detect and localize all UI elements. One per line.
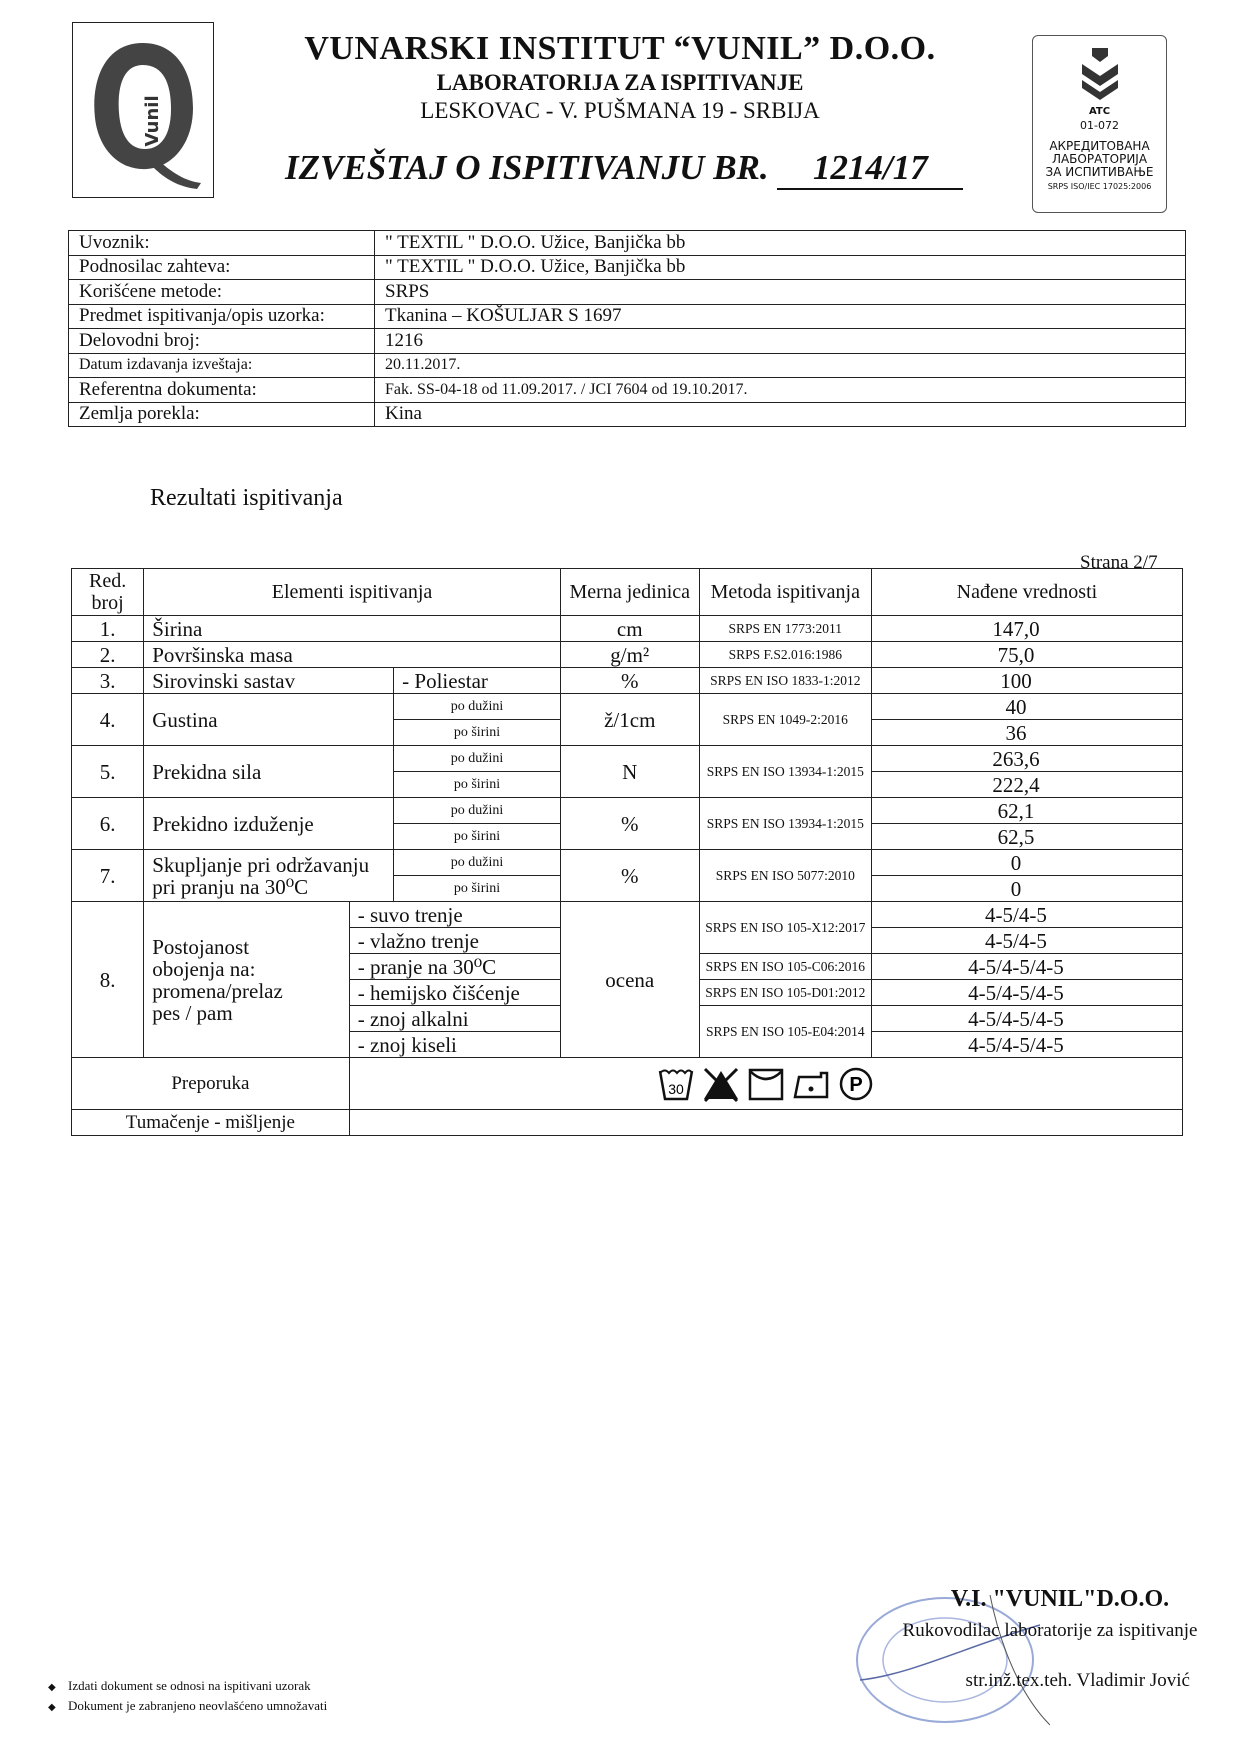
table-row [72, 642, 1183, 668]
info-value: Tkanina – KOŠULJAR S 1697 [375, 304, 1186, 329]
method: SRPS EN ISO 13934-1:2015 [699, 746, 871, 798]
report-title [285, 148, 963, 190]
accreditation-number: 01-072 [1080, 119, 1119, 132]
col-vrednosti: Nađene vrednosti [871, 569, 1182, 616]
accreditation-line1: АКРЕДИТОВАНА [1049, 139, 1150, 153]
info-label: Datum izdavanja izveštaja: [69, 353, 375, 378]
value: 4-5/4-5/4-5 [871, 1006, 1182, 1032]
value: 75,0 [871, 642, 1182, 668]
value: 4-5/4-5/4-5 [871, 980, 1182, 1006]
table-row [72, 668, 1183, 694]
info-value: Fak. SS-04-18 od 11.09.2017. / JCI 7604 od 19.10.2017. [375, 378, 1186, 403]
direction-label: po širini [394, 824, 561, 850]
lab-name: LABORATORIJA ZA ISPITIVANJE [436, 70, 804, 95]
method: SRPS EN ISO 13934-1:2015 [699, 798, 871, 850]
value: 147,0 [871, 616, 1182, 642]
unit: N [560, 746, 699, 798]
test-name [144, 902, 350, 1058]
direction-label: po dužini [394, 694, 561, 720]
institute-logo [72, 22, 214, 198]
accreditation-code: ATC [1088, 106, 1111, 117]
accreditation-line2: ЛАБОРАТОРИЈА [1051, 152, 1148, 166]
method: SRPS EN ISO 105-X12:2017 [699, 902, 871, 954]
sub-element: - znoj alkalni [349, 1006, 560, 1032]
info-label: Korišćene metode: [69, 280, 375, 305]
info-row [69, 378, 1186, 403]
info-value: SRPS [375, 280, 1186, 305]
col-metoda: Metoda ispitivanja [699, 569, 871, 616]
signature-name: str.inž.tex.teh. Vladimir Jović [965, 1670, 1190, 1691]
report-number: 1214/17 [777, 148, 963, 190]
info-row [69, 255, 1186, 280]
info-label: Uvoznik: [69, 231, 375, 256]
info-value: 20.11.2017. [375, 353, 1186, 378]
method: SRPS EN ISO 105-D01:2012 [699, 980, 871, 1006]
svg-text:30: 30 [668, 1080, 684, 1097]
direction-label: po širini [394, 876, 561, 902]
direction-label: po dužini [394, 746, 561, 772]
accreditation-standard: SRPS ISO/IEC 17025:2006 [1047, 182, 1152, 191]
dry-clean-p-icon [837, 1065, 875, 1103]
info-row [69, 353, 1186, 378]
unit: ocena [560, 902, 699, 1058]
q-logo-icon [73, 23, 213, 197]
org-name: VUNARSKI INSTITUT “VUNIL” D.O.O. [304, 30, 936, 67]
recommendation-label: Preporuka [72, 1058, 350, 1110]
col-red-broj: Red. broj [72, 569, 144, 616]
footer-line2: Dokument je zabranjeno neovlašćeno umnožavati [68, 1698, 328, 1713]
sub-element: - Poliestar [394, 668, 561, 694]
table-row [72, 902, 1183, 928]
direction-label: po dužini [394, 850, 561, 876]
info-row [69, 329, 1186, 354]
unit: % [560, 668, 699, 694]
method: SRPS EN 1049-2:2016 [699, 694, 871, 746]
value: 4-5/4-5 [871, 902, 1182, 928]
signature-role: Rukovodilac laboratorije za ispitivanje [902, 1620, 1198, 1641]
value: 263,6 [871, 746, 1182, 772]
sub-element: - suvo trenje [349, 902, 560, 928]
test-name-line3: promena/prelaz [152, 978, 283, 1003]
tumble-dry-icon [747, 1065, 785, 1103]
method: SRPS EN ISO 105-C06:2016 [699, 954, 871, 980]
info-row [69, 304, 1186, 329]
method: SRPS EN ISO 105-E04:2014 [699, 1006, 871, 1058]
address: LESKOVAC - V. PUŠMANA 19 - SRBIJA [420, 98, 820, 123]
col-jedinica: Merna jedinica [560, 569, 699, 616]
info-row [69, 280, 1186, 305]
sub-element: - hemijsko čišćenje [349, 980, 560, 1006]
wash-30-icon [657, 1065, 695, 1103]
unit: % [560, 798, 699, 850]
table-row [72, 798, 1183, 824]
direction-label: po dužini [394, 798, 561, 824]
test-name: Prekidno izduženje [144, 798, 394, 850]
sub-element: - pranje na 30⁰C [349, 954, 560, 980]
value: 4-5/4-5 [871, 928, 1182, 954]
row-number: 5. [72, 746, 144, 798]
method: SRPS EN 1773:2011 [699, 616, 871, 642]
results-table [71, 568, 1183, 1136]
value: 4-5/4-5/4-5 [871, 954, 1182, 980]
interpretation-label: Tumačenje - mišljenje [72, 1110, 350, 1136]
interpretation-row [72, 1110, 1183, 1136]
signature-company: V.I. "VUNIL"D.O.O. [950, 1586, 1170, 1612]
value: 40 [871, 694, 1182, 720]
sub-element: - vlažno trenje [349, 928, 560, 954]
care-symbols [349, 1058, 1182, 1110]
row-number: 7. [72, 850, 144, 902]
value: 4-5/4-5/4-5 [871, 1032, 1182, 1058]
report-prefix: IZVEŠTAJ O ISPITIVANJU BR. [285, 148, 769, 187]
test-name: Površinska masa [144, 642, 561, 668]
accreditation-line3: ЗА ИСПИТИВАЊЕ [1045, 165, 1154, 179]
test-name: Gustina [144, 694, 394, 746]
footer-note: ◆ Dokument je zabranjeno neovlašćeno umnožavati [48, 1698, 328, 1713]
row-number: 4. [72, 694, 144, 746]
row-number: 3. [72, 668, 144, 694]
table-row [72, 850, 1183, 876]
col-elementi: Elementi ispitivanja [144, 569, 561, 616]
results-title: Rezultati ispitivanja [150, 485, 343, 511]
info-row [69, 231, 1186, 256]
row-number: 6. [72, 798, 144, 850]
method: SRPS EN ISO 5077:2010 [699, 850, 871, 902]
info-label: Zemlja porekla: [69, 402, 375, 427]
row-number: 8. [72, 902, 144, 1058]
info-label: Predmet ispitivanja/opis uzorka: [69, 304, 375, 329]
accreditation-badge [1032, 35, 1167, 213]
svg-text:Vunil: Vunil [142, 95, 163, 147]
value: 0 [871, 876, 1182, 902]
value: 62,1 [871, 798, 1182, 824]
value: 0 [871, 850, 1182, 876]
unit: ž/1cm [560, 694, 699, 746]
test-name: Sirovinski sastav [144, 668, 394, 694]
method: SRPS F.S2.016:1986 [699, 642, 871, 668]
test-name-line4: pes / pam [152, 1000, 233, 1025]
iron-low-icon [791, 1065, 831, 1103]
footer-line1: Izdati dokument se odnosi na ispitivani uzorak [68, 1678, 311, 1693]
value: 100 [871, 668, 1182, 694]
direction-label: po širini [394, 720, 561, 746]
sample-info-table [68, 230, 1186, 427]
table-header [72, 569, 1183, 616]
info-value: 1216 [375, 329, 1186, 354]
page-number: Strana 2/7 [1080, 552, 1158, 573]
info-label: Referentna dokumenta: [69, 378, 375, 403]
info-value: " TEXTIL " D.O.O. Užice, Banjička bb [375, 231, 1186, 256]
sub-element: - znoj kiseli [349, 1032, 560, 1058]
info-row [69, 402, 1186, 427]
info-label: Delovodni broj: [69, 329, 375, 354]
test-name-line1: Postojanost [152, 934, 250, 959]
table-row [72, 694, 1183, 720]
test-name: Širina [144, 616, 561, 642]
info-value: " TEXTIL " D.O.O. Užice, Banjička bb [375, 255, 1186, 280]
atc-logo-icon [1078, 46, 1122, 102]
info-label: Podnosilac zahteva: [69, 255, 375, 280]
recommendation-row [72, 1058, 1183, 1110]
method: SRPS EN ISO 1833-1:2012 [699, 668, 871, 694]
test-name: Prekidna sila [144, 746, 394, 798]
info-value: Kina [375, 402, 1186, 427]
test-name-line2: obojenja na: [152, 956, 256, 981]
row-number: 1. [72, 616, 144, 642]
unit: cm [560, 616, 699, 642]
unit: g/m² [560, 642, 699, 668]
table-row [72, 746, 1183, 772]
value: 62,5 [871, 824, 1182, 850]
no-bleach-icon [701, 1065, 741, 1103]
row-number: 2. [72, 642, 144, 668]
value: 222,4 [871, 772, 1182, 798]
table-row [72, 616, 1183, 642]
svg-text:P: P [849, 1073, 863, 1096]
unit: % [560, 850, 699, 902]
test-name-line1: Skupljanje pri održavanju [152, 852, 370, 877]
test-name-line2: pri pranju na 30⁰C [152, 874, 309, 899]
interpretation-value [349, 1110, 1182, 1136]
value: 36 [871, 720, 1182, 746]
footer-note: ◆ Izdati dokument se odnosi na ispitivani uzorak [48, 1678, 311, 1693]
test-name [144, 850, 394, 902]
direction-label: po širini [394, 772, 561, 798]
